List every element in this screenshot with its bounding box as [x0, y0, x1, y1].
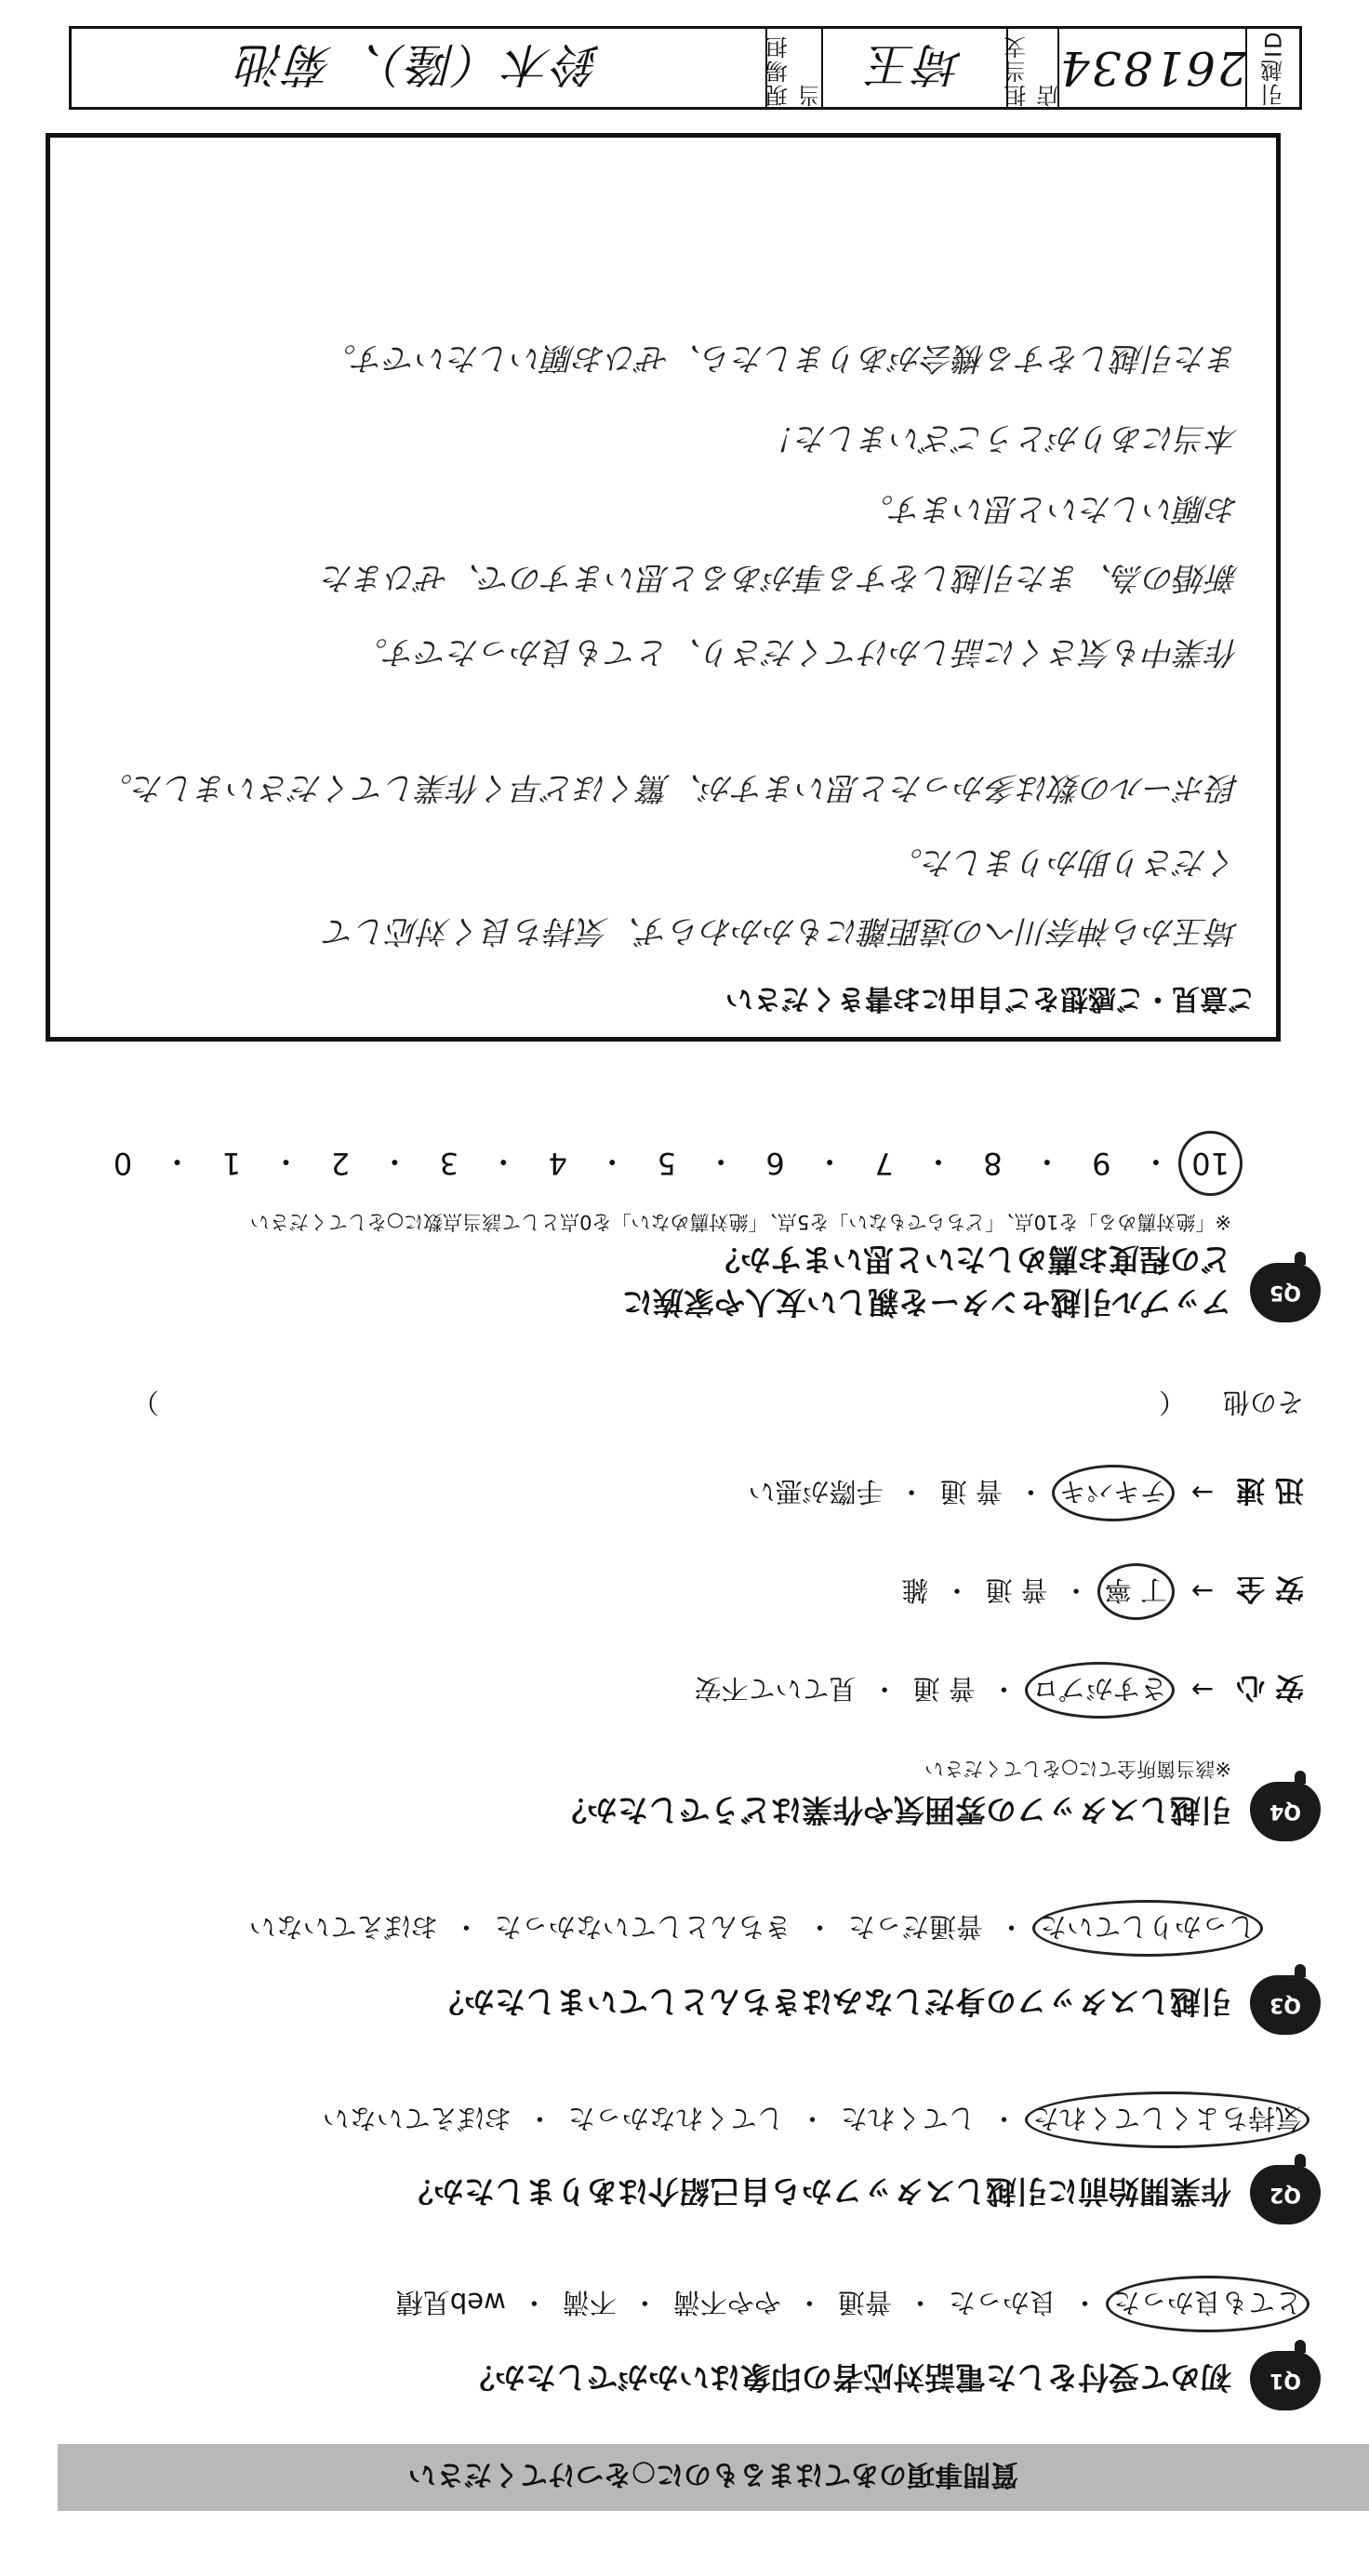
q4-reassurance-normal[interactable]: 普 通: [912, 1673, 976, 1705]
q5-score-10[interactable]: 10: [1191, 1146, 1229, 1181]
q2-option-dont-remember[interactable]: おぼえていない: [322, 2103, 512, 2134]
q1-option-dissatisfied[interactable]: 不満: [562, 2287, 617, 2318]
header-table: [69, 26, 1302, 110]
q2-title: 作業開始前に引越しスタッフから自己紹介はありましたか？: [403, 2173, 1231, 2210]
q4-safety-rough[interactable]: 雑: [901, 1574, 929, 1606]
id-label: 引越ID: [1260, 30, 1287, 106]
q4-note: ※該当箇所全てに○をしてください: [924, 1758, 1231, 1780]
q5-note: ※「絶対薦める」を10点、「どちらでもない」を5点、「絶対薦めない」を0点として該当点数に○をしてください: [249, 1211, 1231, 1233]
comments-title: ご意見・ご感想をご自由にお書きください: [725, 982, 1256, 1015]
comment-line-1: 埼玉から神奈川への遠距離にもかかわらず、気持ち良く対応して: [324, 912, 1239, 949]
comment-line-7: 本当にありがとうございました！: [764, 419, 1239, 457]
q3-option-not-neat[interactable]: きちんとしていなかった: [494, 1911, 791, 1943]
q4-row-label-reassurance: 安 心: [1236, 1670, 1304, 1704]
q5-title-line2: どの程度お薦めしたいと思いますか？: [710, 1242, 1231, 1278]
q4-badge: Q4: [1250, 1782, 1321, 1841]
staff-value: 鈴木（隆）、菊池: [236, 37, 601, 91]
comments-box[interactable]: [46, 133, 1281, 1042]
q1-option-very-good[interactable]: とても良かった: [1111, 2285, 1304, 2323]
q5-score-1[interactable]: 1: [221, 1146, 242, 1181]
q4-row-other: [132, 1385, 1304, 1423]
q1-option-web-estimate[interactable]: web見積: [395, 2287, 506, 2318]
id-label-cell: [1245, 29, 1299, 107]
q1-option-normal[interactable]: 普通: [837, 2287, 892, 2318]
q5-scale: 10 ・ 9 ・ 8 ・ 7 ・ 6 ・ 5 ・ 4 ・ 3 ・ 2 ・ 1 ・ 0: [104, 1142, 1229, 1185]
q4-speed-clumsy[interactable]: 手際が悪い: [748, 1476, 884, 1507]
staff-value-cell: [72, 29, 765, 107]
q5-score-6[interactable]: 6: [765, 1146, 785, 1181]
q4-other-close-paren: ）: [132, 1387, 160, 1418]
q4-row-label-speed: 迅 速: [1236, 1473, 1304, 1507]
q4-reassurance-anxious[interactable]: 見ていて不安: [694, 1673, 857, 1705]
q3-badge: Q3: [1250, 1975, 1321, 2035]
q4-reassurance-pro[interactable]: さすがプロ: [1030, 1671, 1169, 1709]
q1-badge: Q1: [1250, 2351, 1321, 2410]
id-value-cell: [1057, 29, 1245, 107]
comment-line-3: 段ボールの数は多かったと思いますが、驚くほど早く作業してくださいました。: [100, 769, 1239, 806]
q4-row-safety: 安 全 → 丁 寧 ・ 普 通 ・ 雑: [899, 1571, 1304, 1613]
q3-option-neat[interactable]: しっかりしていた: [1038, 1909, 1257, 1947]
q5-score-9[interactable]: 9: [1092, 1146, 1111, 1181]
staff-label: 現場担当: [765, 34, 825, 107]
q3-option-dont-remember[interactable]: おぼえていない: [248, 1911, 438, 1943]
q5-score-0[interactable]: 0: [113, 1146, 133, 1181]
q4-title: 引越しスタッフの雰囲気や作業はどうでしたか？: [556, 1792, 1231, 1828]
q1-title: 初めて受付をした電話対応者の印象はいかがでしたか？: [464, 2359, 1231, 2396]
q5-score-5[interactable]: 5: [657, 1146, 676, 1181]
q5-score-8[interactable]: 8: [983, 1146, 1003, 1181]
q5-score-4[interactable]: 4: [548, 1146, 567, 1181]
q2-option-did[interactable]: してくれた: [840, 2103, 976, 2134]
q1-option-slightly-dissatisfied[interactable]: やや不満: [672, 2287, 781, 2318]
comment-line-8: また引越しをする機会がありましたら、ぜひお願いしたいです。: [324, 339, 1239, 377]
q4-row-label-safety: 安 全: [1236, 1572, 1304, 1605]
comment-line-5: 新婚の為、また引越しをする事があると思いますので、ぜひまた: [322, 559, 1239, 596]
q1-options: とても良かった ・ 良かった ・ 普通 ・ やや不満 ・ 不満 ・ web見積: [394, 2285, 1304, 2323]
branch-value: 埼玉: [866, 37, 964, 91]
q5-badge: Q5: [1250, 1263, 1321, 1322]
q5-score-3[interactable]: 3: [439, 1146, 459, 1181]
q4-other-label: その他: [1222, 1387, 1304, 1418]
q2-option-did-not[interactable]: してくれなかった: [567, 2103, 784, 2134]
q3-option-normal[interactable]: 普通だった: [847, 1911, 983, 1943]
q4-safety-careful[interactable]: 丁 寧: [1103, 1573, 1169, 1611]
q4-other-open: （: [1158, 1387, 1186, 1418]
q2-options: 気持ちよくしてくれた ・ してくれた ・ してくれなかった ・ おぼえていない: [321, 2101, 1304, 2139]
instruction-banner: 質問事項のあてはまるものに○をつけてください: [58, 2444, 1369, 2511]
q3-options: しっかりしていた ・ 普通だった ・ きちんとしていなかった ・ おぼえていない: [247, 1909, 1257, 1947]
comment-line-2: くださり助かりました。: [891, 843, 1239, 881]
q5-score-7[interactable]: 7: [874, 1146, 894, 1181]
q4-row-speed: 迅 速 → テキパキ ・ 普 通 ・ 手際が悪い: [747, 1472, 1304, 1514]
q4-safety-normal[interactable]: 普 通: [985, 1574, 1048, 1606]
branch-value-cell: [821, 29, 1006, 107]
q5-title-line1: アップル引越センターを親しい友人や家族に: [621, 1284, 1231, 1321]
branch-label-cell: [1003, 29, 1063, 107]
q4-speed-normal[interactable]: 普 通: [939, 1476, 1003, 1507]
q1-option-good[interactable]: 良かった: [948, 2287, 1057, 2318]
q4-speed-brisk[interactable]: テキパキ: [1057, 1474, 1169, 1512]
q5-score-2[interactable]: 2: [330, 1146, 351, 1181]
comment-line-4: 作業中も気さくに話しかけてくださり、とても良かったです。: [355, 633, 1239, 671]
q4-row-reassurance: 安 心 → さすがプロ ・ 普 通 ・ 見ていて不安: [693, 1669, 1304, 1711]
q2-option-pleasant[interactable]: 気持ちよくしてくれた: [1030, 2101, 1304, 2139]
comment-line-6: お願いしたいと思います。: [861, 490, 1239, 527]
q3-title: 引越しスタッフの身だしなみはきちんとしていましたか？: [433, 1984, 1231, 2020]
q2-badge: Q2: [1250, 2165, 1321, 2224]
staff-label-cell: [765, 29, 825, 107]
branch-label: 担当支店: [1003, 34, 1063, 107]
id-value: 261834: [1057, 41, 1247, 95]
